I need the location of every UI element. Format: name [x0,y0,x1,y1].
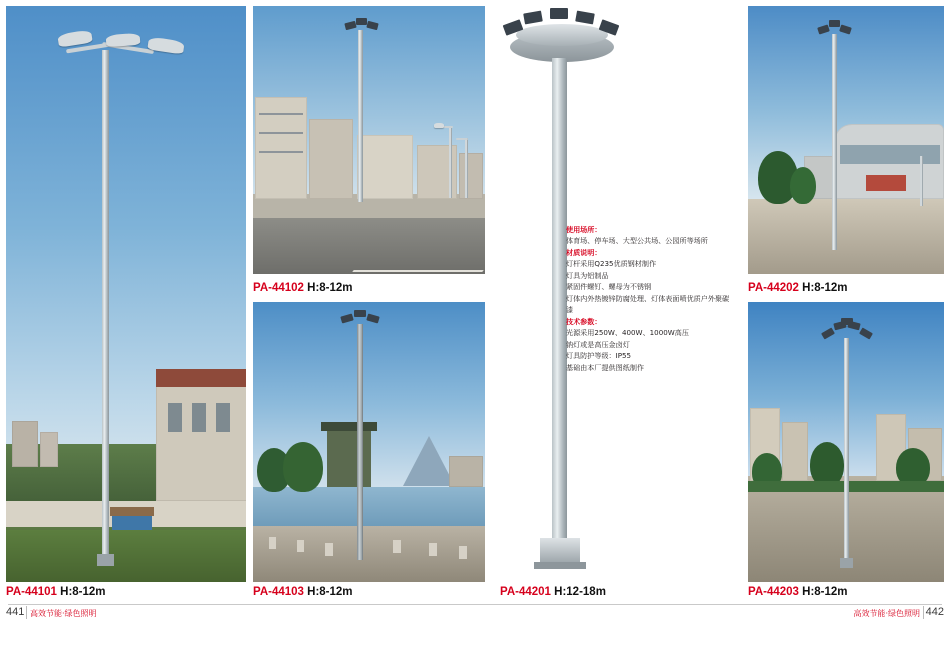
grass-foreground [6,530,246,582]
lamp-box [356,18,367,25]
residential-tower [782,422,808,481]
lamp-box [354,310,366,317]
spec-line: 体育场、停车场、大型公共场、公园所等场所 [566,236,708,246]
bollard [393,540,401,553]
spec-line: 灯具为铝制品 [566,270,609,280]
window-row [259,132,303,134]
spec-line: 光源采用250W、400W、1000W高压 [566,328,689,338]
caption-height: H:8-12m [307,282,353,294]
foreground-building [156,369,246,501]
spec-text-block [566,224,736,373]
page-number-right: 442 [925,606,944,618]
photo-pa-44202 [748,6,944,274]
photo-pa-44103 [253,302,485,582]
caption-code: PA-44102 [253,282,304,294]
water [253,487,485,526]
caption-pa-44203 [748,586,848,598]
street-lamp-pole [449,126,452,198]
spec-line: 灯具防护等级：IP55 [566,351,632,361]
building-glass-band [840,145,940,164]
tree [810,442,844,487]
lamp-box [859,327,873,339]
caption-code: PA-44101 [6,586,57,598]
floodlight [523,11,543,25]
lamp-box [839,24,852,34]
photo-pa-44102 [253,6,485,274]
high-mast-pole [552,58,567,542]
spec-line: 灯杆采用Q235优质钢材制作 [566,259,657,269]
lamp-box [366,313,379,323]
building-window [168,403,182,432]
window-row [259,151,303,153]
building-block [459,153,483,199]
lamp-box [340,313,353,323]
light-pole [844,338,849,562]
building-window [216,403,230,432]
bollard [297,540,304,552]
pagoda [327,425,371,487]
light-pole [357,324,363,560]
light-pole [832,34,837,250]
pole-base [97,554,114,566]
banner [866,175,906,191]
building-block [357,135,413,199]
caption-height: H:12-18m [554,586,606,598]
building-window [192,403,206,432]
caption-height: H:8-12m [802,586,848,598]
footer-divider [8,604,942,605]
pole-base [840,558,853,568]
window-row [259,113,303,115]
floodlight [599,19,620,35]
lamp-box [829,20,840,27]
mast-base-plate [534,562,586,569]
floodlight [550,8,568,19]
distant-building [40,432,58,467]
page-number-left: 441 [6,606,25,618]
lamp-cluster [822,318,872,342]
lamp-box [366,21,378,30]
caption-height: H:8-12m [307,586,353,598]
building-roof [156,369,246,387]
utility-pole [920,156,923,206]
footer-separator [923,606,924,619]
distant-building [12,421,38,467]
caption-pa-44202 [748,282,848,294]
spec-line: 灯体内外热镀锌防腐处理、灯体表面喷优质户外聚碳漆 [566,293,730,315]
light-pole [102,50,109,562]
caption-pa-44103 [253,586,353,598]
light-pole [358,30,363,202]
caption-code: PA-44103 [253,586,304,598]
photo-pa-44203 [748,302,944,582]
lamp-cluster [818,20,852,38]
spec-line: 紧固件螺钉、螺母为不锈钢 [566,282,652,292]
pyramid-building [403,436,455,486]
street-lamp-head [434,123,444,128]
footer-separator [26,606,27,619]
spec-heading-parameters: 技术参数： [566,316,602,326]
caption-height: H:8-12m [60,586,106,598]
bollard [429,543,437,556]
caption-pa-44201 [500,586,606,598]
lamp-box [817,24,830,34]
floodlight [503,19,524,35]
lamp-box [821,327,835,339]
building-block [449,456,483,487]
lamp-box [344,21,356,30]
footer-note-left: 高效节能·绿色照明 [30,609,97,618]
pagoda-roof [321,422,377,430]
lamp-cluster [341,310,381,328]
floodlight-cluster [502,8,626,42]
bollard [269,537,276,549]
spec-heading-usage: 使用场所： [566,225,602,234]
lane-marking [352,270,484,272]
lamp-cluster [345,18,379,34]
bollard [325,543,333,556]
floodlight [575,11,595,25]
caption-pa-44102 [253,282,353,294]
caption-code: PA-44201 [500,586,551,598]
spec-line: 基础由本厂提供图纸制作 [566,362,645,372]
caption-pa-44101 [6,586,106,598]
footer-note-right: 高效节能·绿色照明 [853,609,920,618]
tree [790,167,816,205]
spec-line: 钠灯或是高压金卤灯 [566,339,630,349]
street-lamp-arm [456,138,468,140]
pavement [748,199,944,274]
shed-roof [110,507,154,516]
lamp-box [841,318,853,325]
plaza-ground [253,526,485,582]
photo-pa-44101 [6,6,246,582]
street-lamp-pole [465,138,468,198]
tree [283,442,323,492]
caption-code: PA-44202 [748,282,799,294]
spec-heading-material: 材质说明： [566,247,602,257]
caption-code: PA-44203 [748,586,799,598]
building-block [309,119,353,199]
caption-height: H:8-12m [802,282,848,294]
mast-base [540,538,580,564]
bollard [459,546,467,559]
